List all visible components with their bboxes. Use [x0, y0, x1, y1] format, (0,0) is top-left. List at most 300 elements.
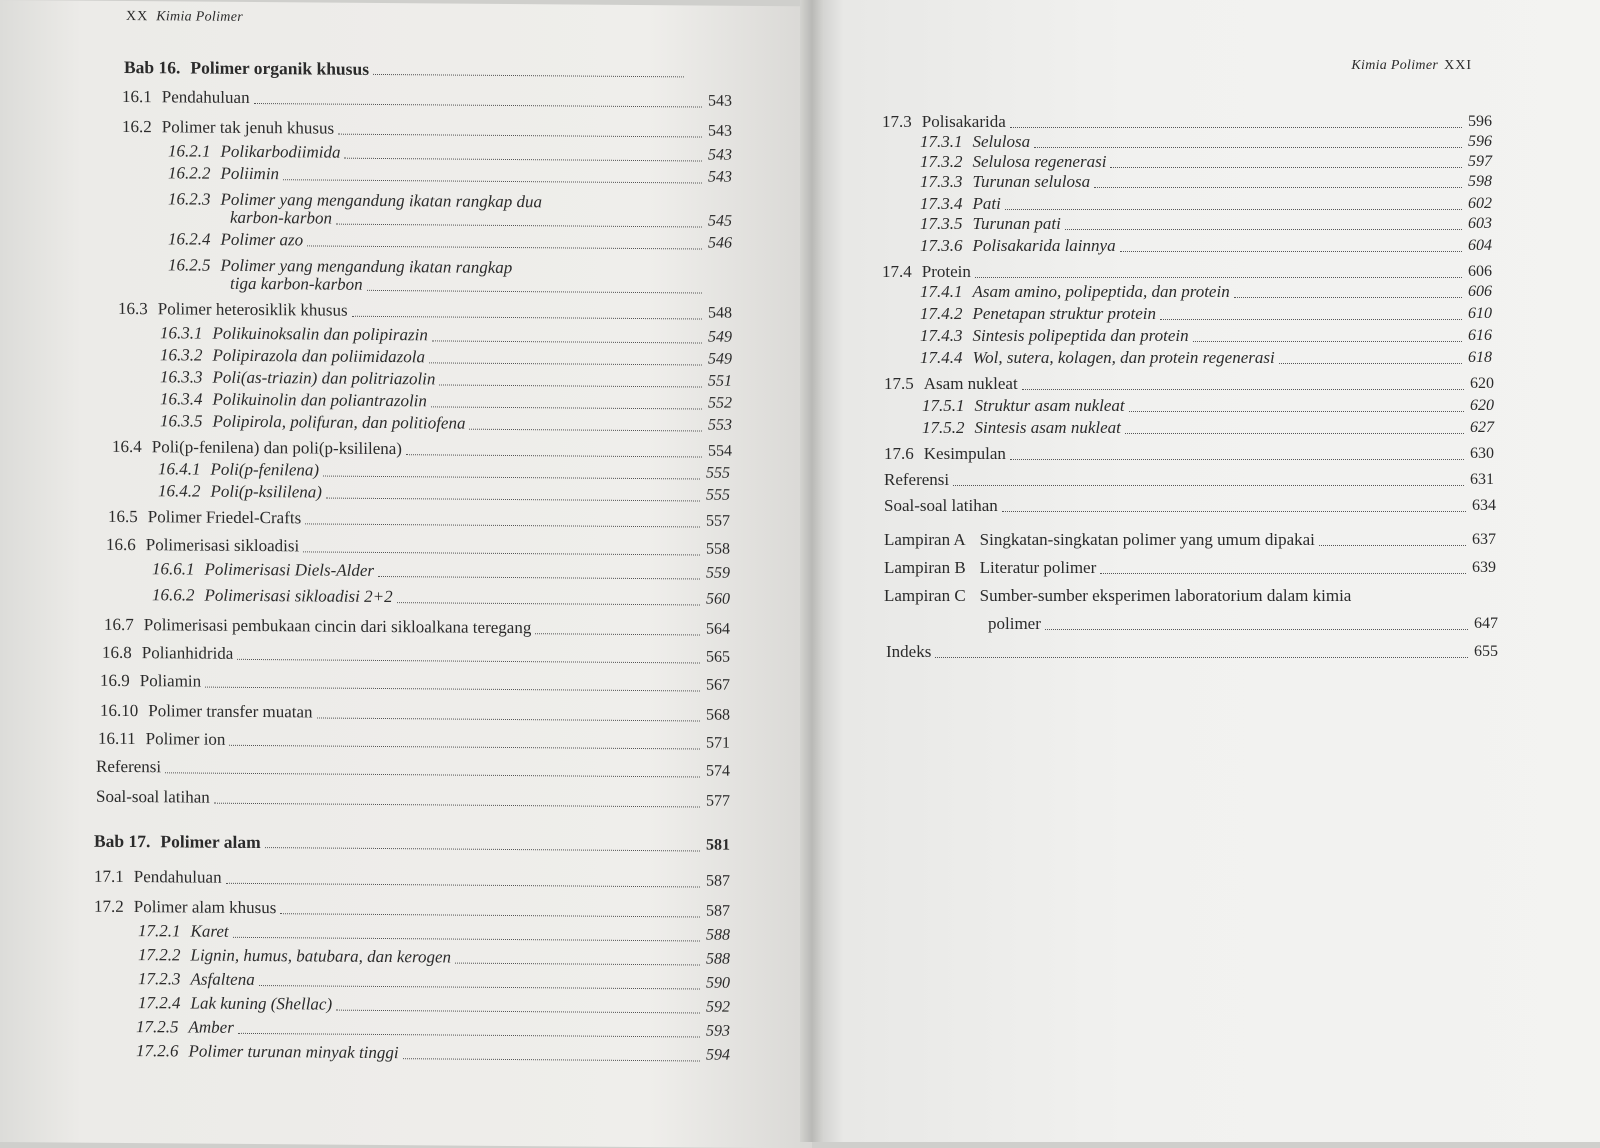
toc-page-number: 604	[1468, 236, 1502, 256]
right-page-number: XXI	[1444, 58, 1472, 73]
toc-leader-dots	[397, 602, 700, 605]
toc-leader-dots	[326, 498, 700, 502]
toc-leader-dots	[237, 659, 700, 664]
left-page-number: XX	[126, 9, 148, 24]
left-toc-entry	[104, 615, 740, 640]
left-book-title: Kimia Polimer	[156, 9, 243, 25]
toc-entry-title: Polimerisasi sikloadisi	[146, 535, 299, 556]
toc-entry-number: 17.5.2	[922, 418, 965, 438]
toc-leader-dots	[352, 316, 702, 320]
toc-entry-number: 17.3.3	[920, 172, 963, 192]
toc-entry-title: Sintesis asam nukleat	[975, 418, 1121, 438]
left-toc-entry	[152, 585, 740, 610]
toc-entry-number: Bab 17.	[94, 831, 150, 851]
toc-entry-title: Sintesis polipeptida dan protein	[973, 326, 1189, 346]
toc-entry-title: Polimerisasi Diels-Alder	[205, 560, 375, 581]
toc-entry-number: 16.6.2	[152, 585, 195, 605]
toc-leader-dots	[1125, 433, 1464, 434]
toc-page-number: 655	[1474, 642, 1508, 662]
toc-entry-number: 16.7	[104, 615, 134, 635]
toc-leader-dots	[1005, 209, 1462, 210]
toc-entry-number: 17.3.1	[920, 132, 963, 152]
toc-entry-number: 16.4.1	[158, 459, 201, 479]
toc-entry-number: 16.11	[98, 729, 136, 749]
right-toc-entry	[920, 282, 1502, 302]
left-toc-entry	[122, 117, 742, 142]
toc-entry-title: Referensi	[96, 757, 161, 778]
toc-entry-number: Lampiran C	[884, 586, 966, 606]
left-toc-entry	[138, 945, 740, 970]
toc-leader-dots	[205, 687, 700, 692]
toc-page-number: 587	[706, 902, 740, 922]
right-toc-entry	[922, 418, 1504, 438]
toc-entry-number: 17.5.1	[922, 396, 965, 416]
toc-page-number: 620	[1470, 374, 1504, 394]
toc-entry-title: Turunan selulosa	[973, 172, 1091, 192]
left-toc-entry	[136, 1017, 740, 1042]
toc-page-number: 596	[1468, 112, 1502, 132]
right-toc-entry	[884, 374, 1504, 394]
toc-page-number: 639	[1472, 558, 1506, 578]
toc-leader-dots	[1160, 319, 1462, 320]
toc-leader-dots	[1120, 251, 1462, 252]
left-toc-entry	[124, 57, 690, 81]
toc-entry-number: 17.3.6	[920, 236, 963, 256]
toc-page-number: 555	[706, 464, 740, 484]
toc-entry-number: 17.3.5	[920, 214, 963, 234]
toc-entry-title: Sumber-sumber eksperimen laboratorium dalam kimia	[980, 586, 1352, 606]
toc-page-number: 545	[708, 212, 742, 232]
right-toc-entry	[920, 214, 1502, 234]
toc-leader-dots	[1319, 545, 1466, 546]
left-toc-entry	[160, 389, 742, 414]
toc-leader-dots	[535, 633, 700, 635]
toc-page-number: 634	[1472, 496, 1506, 516]
toc-leader-dots	[1010, 459, 1464, 460]
toc-entry-number: 17.3	[882, 112, 912, 132]
toc-entry-title: Protein	[922, 262, 971, 282]
toc-entry-title: Polipirola, polifuran, dan politiofena	[213, 412, 466, 434]
toc-leader-dots	[344, 158, 702, 162]
toc-leader-dots	[975, 277, 1462, 278]
left-toc-entry	[118, 299, 742, 324]
right-toc-entry	[886, 642, 1508, 662]
left-toc-entry	[138, 969, 740, 994]
toc-entry-number: 16.6.1	[152, 559, 195, 579]
toc-entry-title: Literatur polimer	[980, 558, 1097, 578]
toc-page-number: 610	[1468, 304, 1502, 324]
toc-leader-dots	[367, 290, 702, 294]
toc-page-number: 627	[1470, 418, 1504, 438]
book-gutter	[800, 0, 824, 1142]
toc-entry-number: 16.2	[122, 117, 152, 137]
toc-page-number: 571	[706, 734, 740, 754]
toc-entry-title: Polimer yang mengandung ikatan rangkap	[221, 256, 513, 278]
toc-page-number: 574	[706, 762, 740, 782]
left-running-head	[126, 9, 243, 26]
toc-entry-title: Polimer alam khusus	[134, 897, 277, 918]
toc-entry-title: polimer	[988, 614, 1041, 634]
toc-entry-number: 17.5	[884, 374, 914, 394]
toc-page-number: 558	[706, 540, 740, 560]
toc-leader-dots	[1129, 411, 1464, 412]
toc-page-number: 593	[706, 1022, 740, 1042]
toc-entry-number: 17.2.6	[136, 1041, 179, 1061]
toc-entry-title: Pendahuluan	[134, 867, 222, 888]
toc-page-number: 631	[1470, 470, 1504, 490]
right-toc-entry	[988, 614, 1508, 634]
toc-entry-title: Lignin, humus, batubara, dan kerogen	[191, 945, 452, 967]
toc-entry-number: Bab 16.	[124, 57, 180, 77]
right-toc-entry	[920, 172, 1502, 192]
right-toc-entry	[884, 530, 1506, 550]
toc-leader-dots	[439, 384, 702, 387]
toc-leader-dots	[280, 913, 700, 917]
left-toc-entry	[160, 323, 742, 348]
toc-leader-dots	[406, 454, 702, 457]
toc-page-number: 620	[1470, 396, 1504, 416]
right-toc-entry	[920, 194, 1502, 214]
toc-entry-number: 16.3.3	[160, 367, 203, 387]
toc-leader-dots	[233, 937, 700, 942]
toc-entry-number: 17.3.4	[920, 194, 963, 214]
toc-leader-dots	[373, 74, 684, 77]
toc-leader-dots	[953, 485, 1464, 486]
toc-page-number: 597	[1468, 152, 1502, 172]
right-toc-entry	[882, 262, 1502, 282]
toc-entry-number: 16.8	[102, 643, 132, 663]
left-toc-entry	[138, 993, 740, 1018]
toc-page-number: 552	[708, 394, 742, 414]
toc-entry-number: 16.3.5	[160, 411, 203, 431]
left-toc-entry	[160, 411, 742, 436]
toc-page-number: 598	[1468, 172, 1502, 192]
toc-leader-dots	[1002, 511, 1466, 512]
right-toc-entry	[884, 470, 1504, 490]
toc-page-number: 606	[1468, 282, 1502, 302]
toc-leader-dots	[338, 134, 702, 138]
toc-leader-dots	[1193, 341, 1462, 342]
toc-page-number: 596	[1468, 132, 1502, 152]
right-toc-entry	[884, 586, 1444, 606]
toc-entry-title: Polisakarida	[922, 112, 1006, 132]
toc-entry-title: Asfaltena	[191, 969, 255, 990]
toc-page-number: 557	[706, 512, 740, 532]
toc-page-number: 565	[706, 648, 740, 668]
toc-entry-title: Poliimin	[221, 164, 280, 184]
toc-leader-dots	[323, 476, 700, 480]
toc-entry-number: 16.9	[100, 671, 130, 691]
toc-entry-title: Polimer ion	[146, 729, 226, 750]
toc-entry-number: 17.4.2	[920, 304, 963, 324]
toc-leader-dots	[259, 985, 700, 989]
toc-entry-number: 16.2.4	[168, 229, 211, 249]
toc-entry-title: Soal-soal latihan	[884, 496, 998, 516]
left-toc-entry	[112, 437, 742, 462]
toc-leader-dots	[265, 847, 700, 851]
toc-leader-dots	[283, 179, 702, 183]
toc-page-number: 549	[708, 350, 742, 370]
toc-entry-number: 16.6	[106, 535, 136, 555]
toc-entry-number: 17.2.2	[138, 945, 181, 965]
left-toc-entry	[96, 757, 740, 782]
right-toc-entry	[884, 558, 1506, 578]
toc-entry-number: 17.4.3	[920, 326, 963, 346]
left-toc-entry	[94, 867, 740, 892]
toc-leader-dots	[431, 406, 702, 409]
toc-leader-dots	[1100, 573, 1466, 574]
toc-leader-dots	[469, 429, 702, 432]
toc-leader-dots	[403, 1058, 700, 1061]
toc-entry-title: Poliamin	[140, 671, 201, 691]
right-toc-entry	[882, 112, 1502, 132]
toc-leader-dots	[378, 576, 700, 580]
toc-entry-title: Polimer Friedel-Crafts	[148, 507, 301, 528]
toc-entry-title: Asam nukleat	[924, 374, 1018, 394]
toc-entry-number: 16.4.2	[158, 481, 201, 501]
toc-entry-number: Lampiran A	[884, 530, 966, 550]
toc-entry-number: 16.3.1	[160, 323, 203, 343]
toc-entry-title: Wol, sutera, kolagen, dan protein regenerasi	[973, 348, 1275, 368]
left-toc-entry	[106, 535, 740, 560]
toc-page-number: 568	[706, 706, 740, 726]
toc-entry-title: Selulosa regenerasi	[973, 152, 1107, 172]
toc-leader-dots	[336, 1010, 700, 1014]
toc-entry-title: Selulosa	[973, 132, 1031, 152]
toc-entry-title: Polimer alam	[160, 831, 260, 852]
toc-leader-dots	[935, 657, 1468, 658]
toc-entry-number: 16.10	[100, 701, 138, 721]
toc-page-number: 546	[708, 234, 742, 254]
toc-leader-dots	[238, 1033, 700, 1038]
toc-entry-title: Polimer yang mengandung ikatan rangkap dua	[221, 190, 543, 213]
toc-entry-title: Poli(p-fenilena) dan poli(p-ksililena)	[152, 437, 402, 459]
left-toc-entry	[158, 481, 740, 506]
toc-entry-title: Polisakarida lainnya	[973, 236, 1116, 256]
right-toc-entry	[884, 496, 1506, 516]
toc-entry-title: Polimer tak jenuh khusus	[162, 117, 334, 138]
left-toc-entry	[100, 701, 740, 726]
right-running-head	[1351, 58, 1472, 74]
toc-page-number: 559	[706, 564, 740, 584]
toc-entry-title: Polimer turunan minyak tinggi	[189, 1041, 399, 1063]
toc-entry-number: 17.2.5	[136, 1017, 179, 1037]
toc-entry-number: Lampiran B	[884, 558, 966, 578]
toc-leader-dots	[229, 745, 700, 750]
toc-entry-number: 16.3	[118, 299, 148, 319]
toc-page-number: 554	[708, 442, 742, 462]
toc-entry-title: Polipirazola dan poliimidazola	[213, 346, 426, 368]
toc-entry-title: Polimer transfer muatan	[148, 701, 312, 722]
toc-entry-number: 17.4	[882, 262, 912, 282]
toc-page-number: 543	[708, 122, 742, 142]
toc-entry-number: 17.6	[884, 444, 914, 464]
toc-entry-title: Struktur asam nukleat	[975, 396, 1125, 416]
left-toc-entry	[94, 831, 740, 856]
left-toc-entry	[152, 559, 740, 584]
toc-entry-title: Poli(as-triazin) dan politriazolin	[213, 368, 436, 390]
toc-page-number: 616	[1468, 326, 1502, 346]
toc-entry-number: 16.4	[112, 437, 142, 457]
toc-leader-dots	[432, 340, 702, 343]
toc-entry-title: Poli(p-ksililena)	[211, 482, 322, 503]
left-toc-entry	[122, 87, 742, 112]
toc-leader-dots	[455, 963, 700, 966]
toc-entry-number: 17.4.1	[920, 282, 963, 302]
toc-page-number: 606	[1468, 262, 1502, 282]
toc-page-number: 549	[708, 328, 742, 348]
left-toc-entry	[168, 229, 742, 254]
toc-leader-dots	[1045, 629, 1468, 630]
toc-entry-title: Polimerisasi sikloadisi 2+2	[205, 586, 393, 607]
toc-leader-dots	[1279, 363, 1462, 364]
left-toc-entry	[168, 163, 742, 188]
toc-page-number: 567	[706, 676, 740, 696]
toc-leader-dots	[214, 803, 700, 808]
toc-entry-number: 16.2.3	[168, 189, 211, 209]
toc-entry-title: Polikuinolin dan poliantrazolin	[213, 390, 427, 412]
toc-entry-number: 17.1	[94, 867, 124, 887]
toc-entry-title: Polikuinoksalin dan polipirazin	[213, 324, 428, 346]
left-toc-entry	[230, 274, 742, 298]
toc-entry-title: Referensi	[884, 470, 949, 490]
toc-page-number: 603	[1468, 214, 1502, 234]
toc-page-number: 543	[708, 92, 742, 112]
toc-entry-number: 16.2.2	[168, 163, 211, 183]
toc-entry-title: Indeks	[886, 642, 931, 662]
toc-entry-number: 17.2.1	[138, 921, 181, 941]
toc-entry-title: Polimer heterosiklik khusus	[158, 299, 348, 320]
toc-page-number: 602	[1468, 194, 1502, 214]
right-toc-entry	[920, 348, 1502, 368]
left-toc-entry	[108, 507, 740, 532]
toc-entry-number: 17.2.3	[138, 969, 181, 989]
toc-entry-title: Poli(p-fenilena)	[211, 460, 320, 481]
toc-leader-dots	[1065, 229, 1462, 230]
toc-leader-dots	[1010, 127, 1462, 128]
toc-page-number: 543	[708, 168, 742, 188]
toc-entry-title: Polimerisasi pembukaan cincin dari sikloalkana teregang	[144, 615, 532, 638]
toc-leader-dots	[307, 245, 702, 249]
toc-page-number: 618	[1468, 348, 1502, 368]
toc-page-number: 555	[706, 486, 740, 506]
left-toc-entry	[100, 671, 740, 696]
left-toc-entry	[94, 897, 740, 922]
toc-entry-title: Asam amino, polipeptida, dan protein	[973, 282, 1230, 302]
toc-entry-title: Amber	[189, 1017, 234, 1037]
toc-page-number: 553	[708, 416, 742, 436]
toc-entry-title: karbon-karbon	[230, 208, 332, 229]
toc-page-number: 564	[706, 620, 740, 640]
toc-page-number: 594	[706, 1046, 740, 1066]
toc-entry-title: Polianhidrida	[142, 643, 234, 664]
toc-page-number: 637	[1472, 530, 1506, 550]
left-toc-entry	[168, 141, 742, 166]
toc-page-number: 588	[706, 926, 740, 946]
left-toc-entry	[102, 643, 740, 668]
toc-entry-number: 17.3.2	[920, 152, 963, 172]
toc-entry-number: 16.5	[108, 507, 138, 527]
left-toc-entry	[96, 787, 740, 812]
right-toc-entry	[920, 152, 1502, 172]
left-toc-entry	[138, 921, 740, 946]
toc-page-number: 577	[706, 792, 740, 812]
toc-entry-title: Polimer azo	[221, 230, 304, 251]
left-toc-entry	[160, 345, 742, 370]
toc-entry-number: 16.2.5	[168, 255, 211, 275]
toc-page-number: 543	[708, 146, 742, 166]
toc-entry-title: Singkatan-singkatan polimer yang umum dipakai	[980, 530, 1315, 550]
toc-entry-number: 16.2.1	[168, 141, 211, 161]
toc-entry-title: tiga karbon-karbon	[230, 274, 363, 295]
left-toc-entry	[160, 367, 742, 392]
toc-leader-dots	[303, 551, 700, 555]
toc-leader-dots	[226, 883, 700, 888]
right-toc-entry	[920, 236, 1502, 256]
right-toc-entry	[920, 326, 1502, 346]
toc-leader-dots	[165, 772, 700, 777]
right-page	[812, 0, 1600, 1142]
left-toc-entry	[136, 1041, 740, 1066]
toc-leader-dots	[1110, 167, 1462, 168]
right-toc-entry	[920, 304, 1502, 324]
right-toc-entry	[922, 396, 1504, 416]
toc-entry-title: Karet	[191, 921, 229, 941]
toc-entry-number: 16.1	[122, 87, 152, 107]
right-toc-entry	[920, 132, 1502, 152]
toc-entry-title: Lak kuning (Shellac)	[191, 993, 333, 1014]
toc-page-number: 630	[1470, 444, 1504, 464]
toc-entry-number: 16.3.4	[160, 389, 203, 409]
toc-entry-title: Turunan pati	[973, 214, 1061, 234]
toc-entry-title: Polikarbodiimida	[221, 142, 341, 163]
toc-page-number: 647	[1474, 614, 1508, 634]
left-toc-entry	[158, 459, 740, 484]
toc-entry-number: 17.2	[94, 897, 124, 917]
left-toc-entry	[98, 729, 740, 754]
toc-leader-dots	[1094, 187, 1462, 188]
right-toc-entry	[884, 444, 1504, 464]
toc-leader-dots	[254, 103, 702, 108]
toc-entry-title: Pati	[973, 194, 1001, 214]
toc-entry-number: 16.3.2	[160, 345, 203, 365]
toc-page-number: 560	[706, 590, 740, 610]
toc-leader-dots	[429, 362, 702, 365]
toc-page-number: 551	[708, 372, 742, 392]
toc-entry-title: Pendahuluan	[162, 87, 250, 108]
toc-entry-number: 17.4.4	[920, 348, 963, 368]
toc-leader-dots	[305, 523, 700, 527]
toc-leader-dots	[336, 224, 702, 228]
toc-entry-title: Soal-soal latihan	[96, 787, 210, 808]
toc-entry-title: Kesimpulan	[924, 444, 1006, 464]
toc-leader-dots	[1034, 147, 1462, 148]
toc-leader-dots	[317, 717, 700, 721]
toc-page-number: 590	[706, 974, 740, 994]
toc-page-number: 548	[708, 304, 742, 324]
toc-leader-dots	[1234, 297, 1462, 298]
toc-leader-dots	[1022, 389, 1464, 390]
toc-entry-title: Polimer organik khusus	[190, 57, 369, 78]
right-book-title: Kimia Polimer	[1351, 58, 1438, 73]
toc-page-number: 592	[706, 998, 740, 1018]
toc-page-number: 587	[706, 872, 740, 892]
left-toc-entry	[230, 208, 742, 232]
toc-page-number: 588	[706, 950, 740, 970]
toc-entry-number: 17.2.4	[138, 993, 181, 1013]
toc-entry-title: Penetapan struktur protein	[973, 304, 1157, 324]
toc-page-number: 581	[706, 836, 740, 856]
